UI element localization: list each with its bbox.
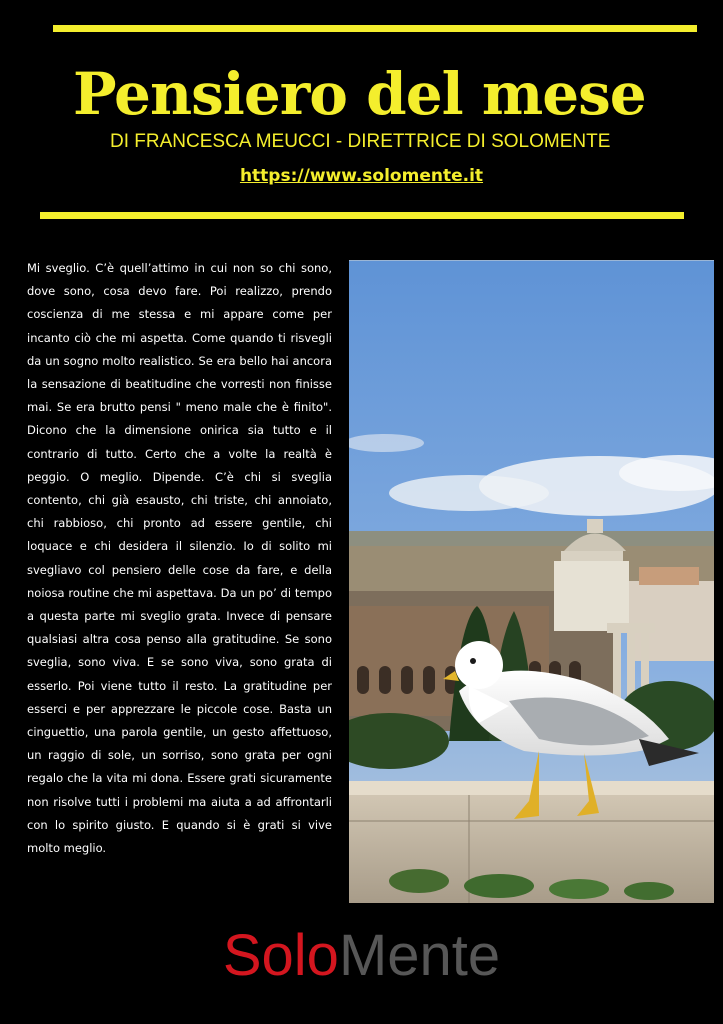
- solomente-logo: [0, 920, 723, 992]
- logo-solo: Solo: [222, 923, 339, 988]
- logo-mente: Mente: [338, 923, 501, 988]
- page-title: Pensiero del mese: [73, 60, 646, 128]
- author-subtitle: DI FRANCESCA MEUCCI - DIRETTRICE DI SOLOMENTE: [110, 131, 611, 152]
- top-divider: [53, 25, 697, 32]
- seagull-rome-photo: [349, 260, 714, 903]
- article-text: Mi sveglio. C’è quell’attimo in cui non so chi sono, dove sono, cosa devo fare. Poi realizzo, prendo coscienza di me stessa e mi appare come per incanto ciò che mi aspetta. Come quando ti risvegli da un sogno molto realistico. Se era bello hai ancora la sensazione di beatitudine che vorresti non finisse mai. Se era brutto pensi " meno male che è finito". Dicono che la dimensione onirica sia tutto e il contrario di tutto. Certo che a volte la realtà è peggio. O meglio. Dipende. C’è chi si sveglia contento, chi già esausto, chi triste, chi annoiato, chi rabbioso, chi pronto ad essere gentile, chi loquace e chi desidera il silenzio. Io di solito mi svegliavo col pensiero delle cose da fare, e della noiosa routine che mi aspettava. Da un po’ di tempo a questa parte mi sveglio grata. Invece di pensare qualsiasi altra cosa penso alla gratitudine. Se sono sveglia, sono viva. E se sono viva, sono grata di esserlo. Poi viene tutto il resto. La gratitudine per esserci e per apprezzare le piccole cose. Basta un cinguettio, una parola gentile, un gesto affettuoso, un raggio di sole, un sorriso, sono grata per ogni regalo che la vita mi dona. Essere grati sicuramente non risolve tutti i problemi ma aiuta a ad affrontarli con lo spirito giusto. E quando si è grati si vive molto meglio.: [27, 261, 332, 856]
- bottom-divider: [40, 212, 684, 219]
- website-link[interactable]: https://www.solomente.it: [239, 166, 484, 186]
